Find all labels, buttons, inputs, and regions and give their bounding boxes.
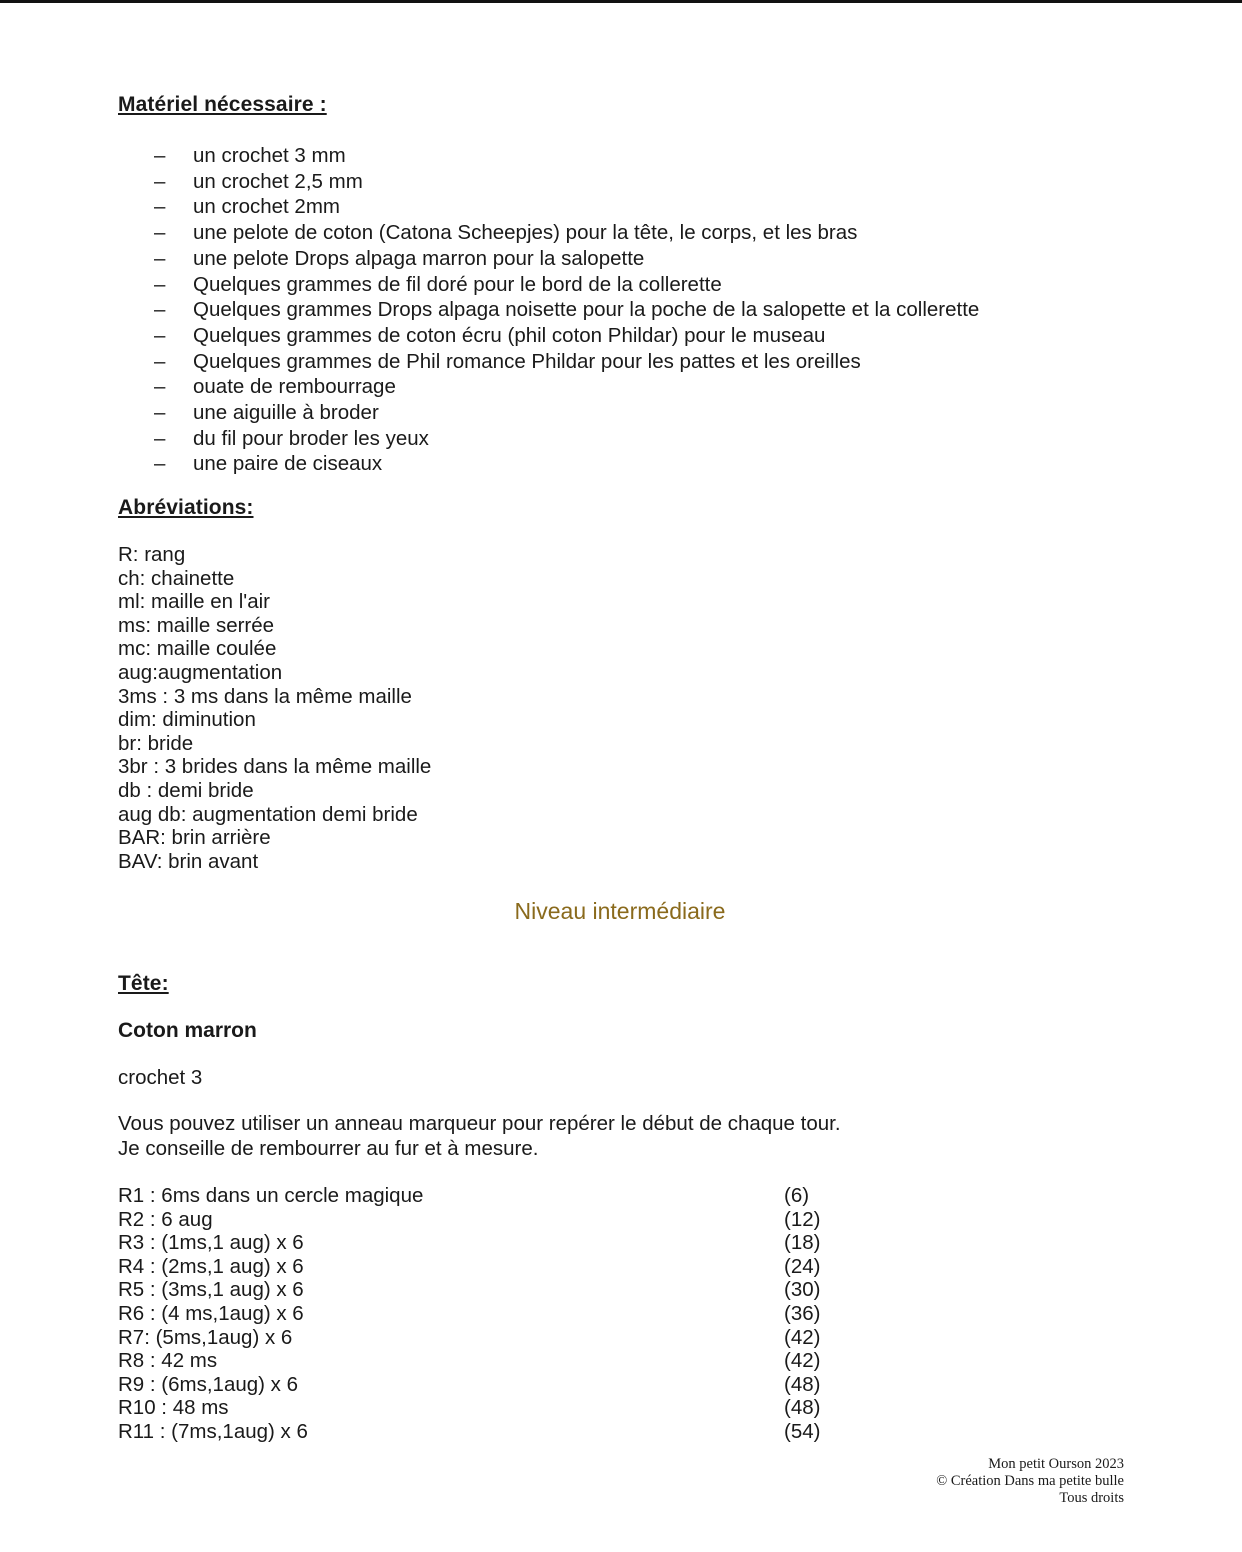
pattern-row — [118, 1396, 838, 1420]
footer-line: Mon petit Ourson 2023 — [988, 1456, 1124, 1472]
materials-heading: Matériel nécessaire : — [118, 93, 327, 116]
bullet-dash: – — [154, 195, 166, 219]
list-item: 3br : 3 brides dans la même maille — [118, 755, 432, 779]
list-item: aug db: augmentation demi bride — [118, 802, 418, 826]
list-item: BAR: brin arrière — [118, 826, 271, 850]
row-instruction: R5 : (3ms,1 aug) x 6 — [118, 1278, 304, 1302]
list-item: – un crochet 2mm — [154, 195, 340, 219]
bullet-dash: – — [154, 426, 166, 450]
list-item: – ouate de rembourrage — [154, 375, 396, 399]
document-page — [118, 0, 1128, 1552]
list-item: dim: diminution — [118, 708, 256, 732]
pattern-row — [118, 1302, 838, 1326]
footer-line: Tous droits — [1059, 1490, 1124, 1506]
bullet-dash: – — [154, 452, 166, 476]
list-item: ms: maille serrée — [118, 613, 275, 637]
head-heading: Tête: — [118, 972, 169, 995]
bullet-dash: – — [154, 144, 166, 167]
note-line: Je conseille de rembourrer au fur et à mesure. — [118, 1136, 539, 1160]
pattern-row — [118, 1326, 838, 1350]
stitch-count: (48) — [784, 1396, 821, 1420]
list-item: BAV: brin avant — [118, 849, 259, 873]
list-item: aug:augmentation — [118, 660, 283, 684]
list-item: – Quelques grammes de fil doré pour le bord de la collerette — [154, 272, 722, 296]
list-item: db : demi bride — [118, 778, 254, 802]
stitch-count: (54) — [784, 1419, 821, 1443]
bullet-dash: – — [154, 221, 166, 245]
bullet-dash: – — [154, 323, 166, 347]
row-instruction: R4 : (2ms,1 aug) x 6 — [118, 1254, 304, 1278]
row-instruction: R11 : (7ms,1aug) x 6 — [118, 1419, 308, 1443]
stitch-count: (12) — [784, 1207, 821, 1231]
pattern-row — [118, 1184, 838, 1208]
pattern-row — [118, 1231, 838, 1255]
list-item: ml: maille en l'air — [118, 590, 271, 614]
instructions-notes — [118, 1112, 841, 1161]
row-instruction: R2 : 6 aug — [118, 1207, 213, 1231]
list-item: – une pelote de coton (Catona Scheepjes) pour la tête, le corps, et les bras — [154, 221, 858, 245]
list-item: – du fil pour broder les yeux — [154, 426, 429, 450]
row-instruction: R9 : (6ms,1aug) x 6 — [118, 1372, 299, 1396]
bullet-dash: – — [154, 298, 166, 322]
list-item: – une pelote Drops alpaga marron pour la salopette — [154, 246, 645, 270]
row-instruction: R10 : 48 ms — [118, 1396, 229, 1420]
list-item: – une paire de ciseaux — [154, 452, 383, 476]
note-line: Vous pouvez utiliser un anneau marqueur pour repérer le début de chaque tour. — [118, 1112, 841, 1135]
row-instruction: R1 : 6ms dans un cercle magique — [118, 1184, 424, 1207]
row-instruction: R6 : (4 ms,1aug) x 6 — [118, 1301, 304, 1325]
stitch-count: (24) — [784, 1254, 821, 1278]
bullet-dash: – — [154, 169, 166, 193]
pattern-row — [118, 1255, 838, 1279]
stitch-count: (6) — [784, 1184, 810, 1207]
bullet-dash: – — [154, 401, 166, 425]
stitch-count: (48) — [784, 1372, 821, 1396]
stitch-count: (30) — [784, 1278, 821, 1302]
row-instruction: R3 : (1ms,1 aug) x 6 — [118, 1231, 304, 1255]
list-item: ch: chainette — [118, 566, 235, 590]
list-item: – Quelques grammes Drops alpaga noisette pour la poche de la salopette et la collerette — [154, 298, 980, 322]
stitch-count: (42) — [784, 1349, 821, 1373]
bullet-dash: – — [154, 272, 166, 296]
pattern-row — [118, 1208, 838, 1232]
pattern-row — [118, 1373, 838, 1397]
bullet-dash: – — [154, 349, 166, 373]
stitch-count: (36) — [784, 1301, 821, 1325]
stitch-count: (18) — [784, 1231, 821, 1255]
yarn-label: Coton marron — [118, 1019, 257, 1042]
pattern-rows — [118, 1184, 838, 1444]
copyright-footer — [936, 1456, 1124, 1507]
bullet-dash: – — [154, 246, 166, 270]
hook-label: crochet 3 — [118, 1066, 203, 1089]
pattern-row — [118, 1349, 838, 1373]
list-item: – un crochet 3 mm — [154, 144, 346, 167]
row-instruction: R7: (5ms,1aug) x 6 — [118, 1325, 293, 1349]
list-item: R: rang — [118, 543, 186, 566]
materials-list — [154, 143, 979, 477]
abbreviations-list — [118, 543, 431, 873]
abbreviations-heading: Abréviations: — [118, 496, 254, 519]
difficulty-level: Niveau intermédiaire — [514, 898, 726, 924]
list-item: mc: maille coulée — [118, 637, 277, 661]
row-instruction: R8 : 42 ms — [118, 1349, 218, 1373]
list-item: 3ms : 3 ms dans la même maille — [118, 684, 412, 708]
bullet-dash: – — [154, 375, 166, 399]
list-item: – une aiguille à broder — [154, 401, 379, 425]
list-item: – un crochet 2,5 mm — [154, 169, 363, 193]
list-item: br: bride — [118, 731, 194, 755]
list-item: – Quelques grammes de Phil romance Phildar pour les pattes et les oreilles — [154, 349, 861, 373]
list-item: – Quelques grammes de coton écru (phil coton Phildar) pour le museau — [154, 323, 826, 347]
stitch-count: (42) — [784, 1325, 821, 1349]
pattern-row — [118, 1278, 838, 1302]
pattern-row — [118, 1420, 838, 1444]
footer-line: © Création Dans ma petite bulle — [936, 1473, 1124, 1489]
